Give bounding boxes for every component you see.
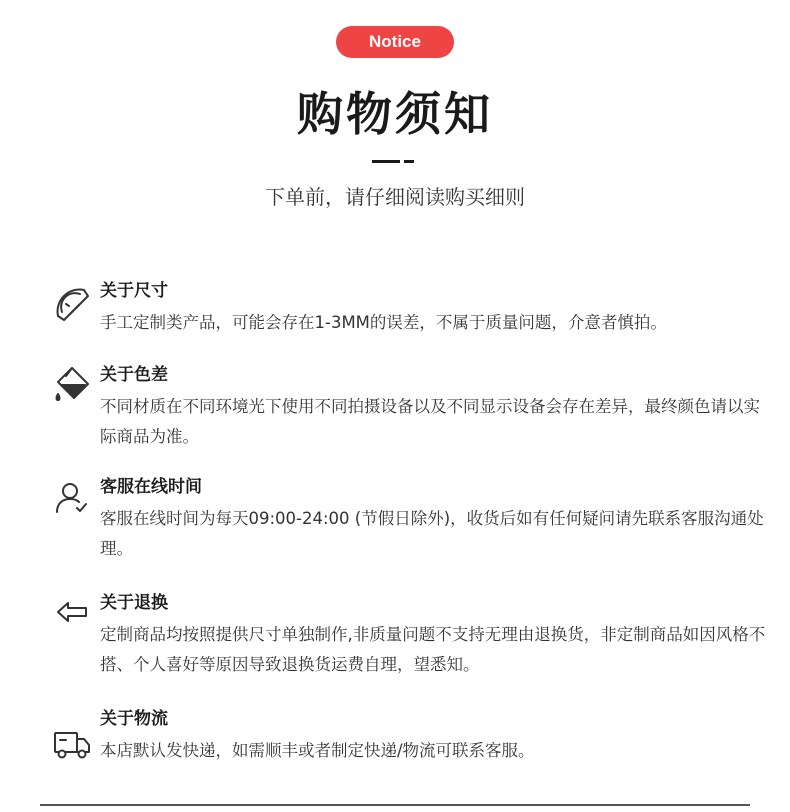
section-logistics-text: 本店默认发快递，如需顺丰或者制定快递/物流可联系客服。 [100,741,535,760]
section-service-heading: 客服在线时间 [100,477,202,497]
section-color-text: 不同材质在不同环境光下使用不同拍摄设备以及不同显示设备会存在差异，最终颜色请以实际商品为准。 [100,397,760,446]
customer-service-icon [52,478,92,518]
section-color-heading: 关于色差 [100,365,168,385]
divider-long-bar [372,160,400,163]
paint-bucket-icon [52,364,92,404]
section-logistics-heading: 关于物流 [100,709,168,729]
page-title: 购物须知 [297,87,493,141]
return-arrow-icon [52,592,92,632]
ruler-protractor-icon [52,284,92,324]
title-divider [372,160,416,163]
section-service-text: 客服在线时间为每天09:00-24:00 (节假日除外)，收货后如有任何疑问请先联系客服沟通处理。 [100,509,764,558]
section-returns-text: 定制商品均按照提供尺寸单独制作,非质量问题不支持无理由退换货，非定制商品如因风格不搭、个人喜好等原因导致退换货运费自理，望悉知。 [100,625,766,674]
section-size-text: 手工定制类产品，可能会存在1-3MM的误差，不属于质量问题，介意者慎拍。 [100,313,667,332]
section-returns-heading: 关于退换 [100,593,168,613]
notice-badge: Notice [336,26,454,58]
divider-short-bar [404,160,414,163]
bottom-divider [40,804,750,806]
page-subtitle: 下单前，请仔细阅读购买细则 [265,185,525,209]
section-size-heading: 关于尺寸 [100,281,168,301]
delivery-truck-icon [52,724,92,764]
